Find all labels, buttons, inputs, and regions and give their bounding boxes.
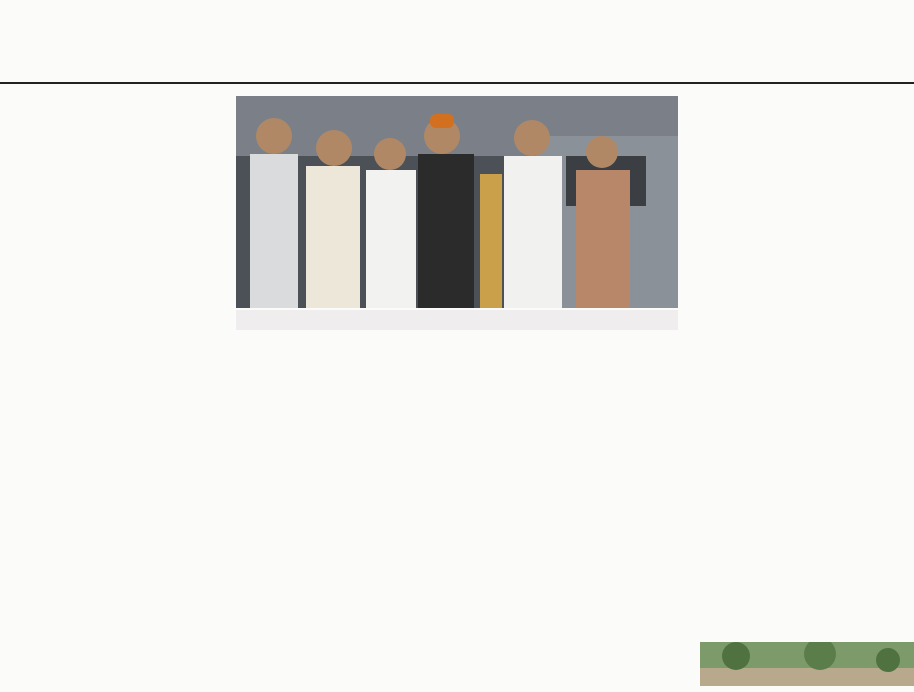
news-photo-illustration (236, 96, 678, 308)
news-photo (236, 96, 678, 308)
sidebar-headline (696, 592, 914, 628)
sidebar-photo (700, 642, 914, 686)
article-column-1 (6, 94, 218, 654)
headline-divider (0, 82, 914, 84)
article-column-2 (236, 338, 454, 654)
page-headline (4, 10, 910, 74)
next-story-headline (4, 662, 464, 692)
article-column-4 (696, 94, 908, 584)
sidebar-photo-illustration (700, 642, 914, 686)
photo-caption-bar (236, 310, 678, 330)
article-column-3 (462, 338, 678, 654)
